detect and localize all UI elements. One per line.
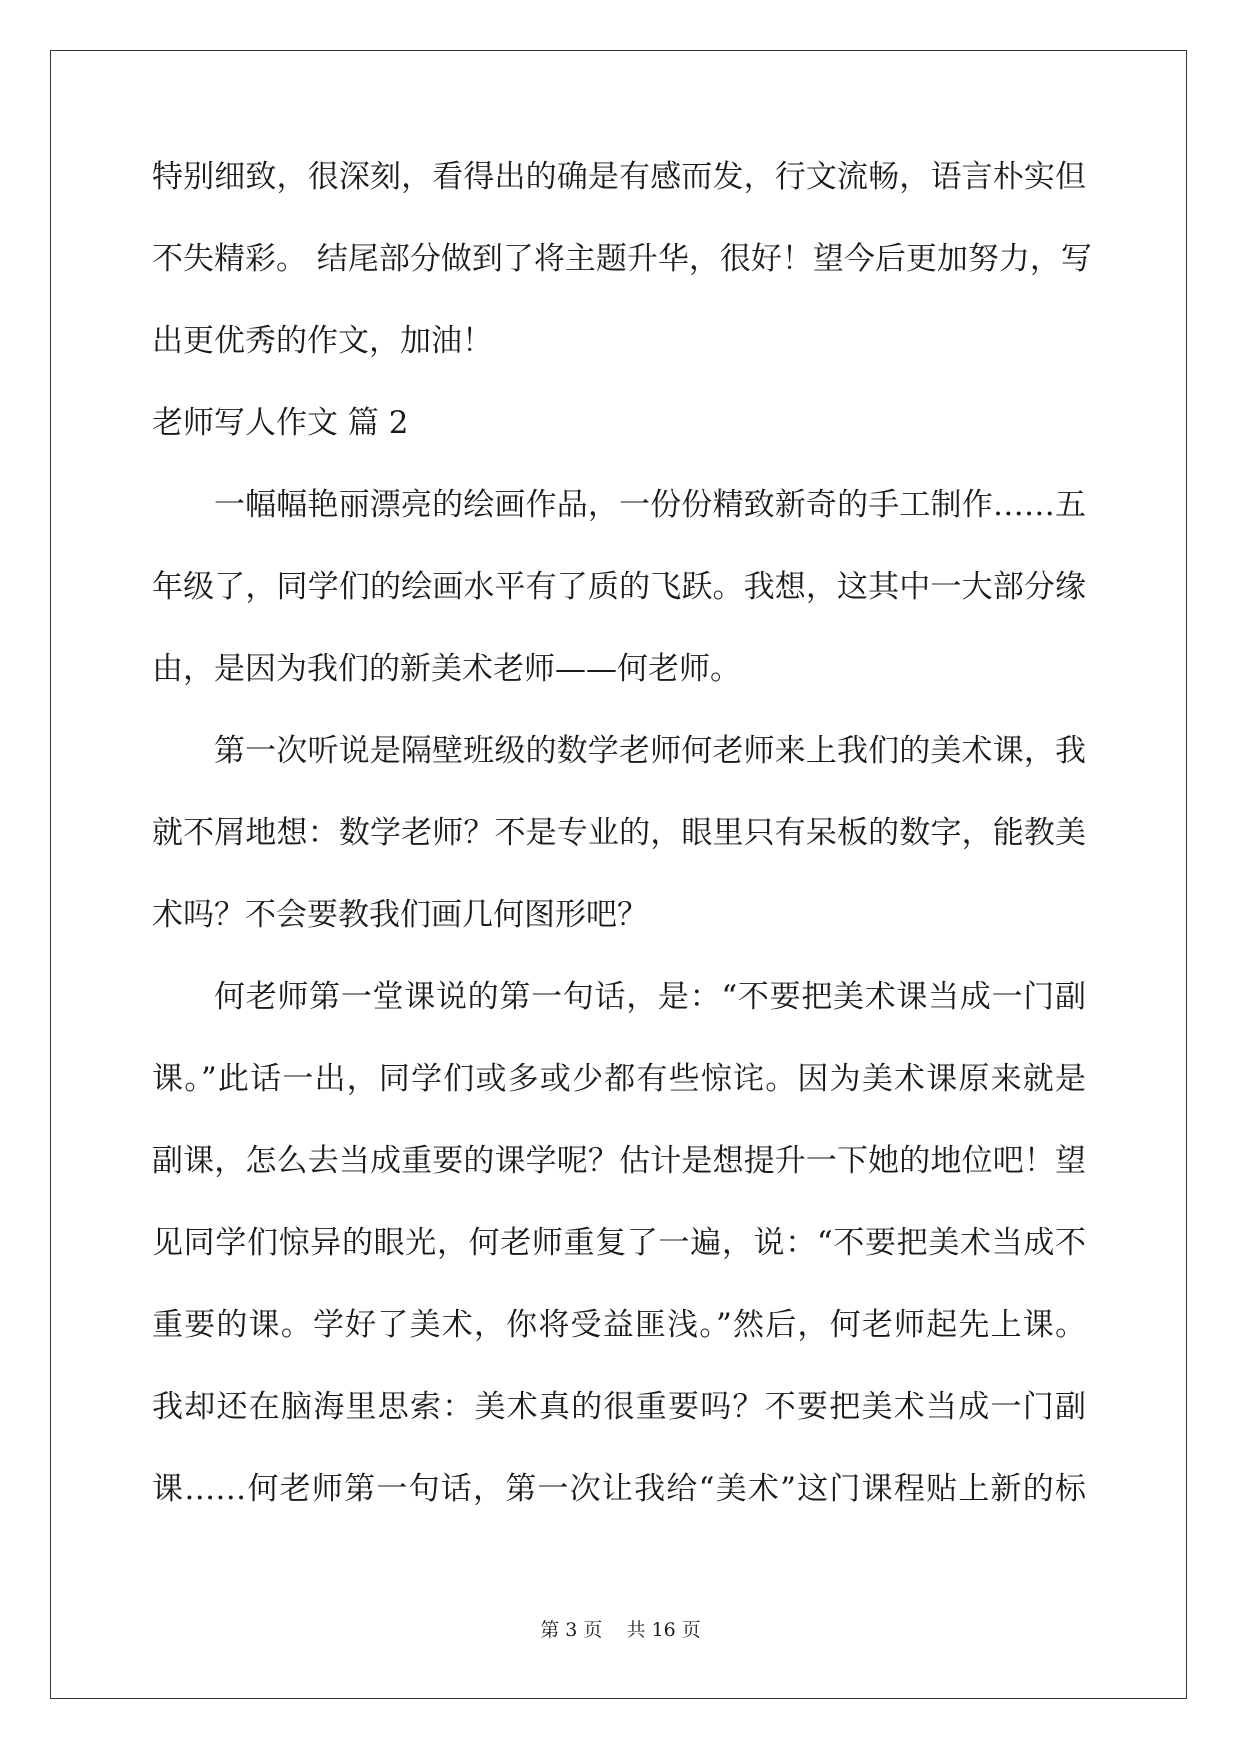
text-line: 何老师第一堂课说的第一句话，是：“不要把美术课当成一门副 — [214, 979, 1086, 1015]
page-number-footer: 第 3 页 共 16 页 — [540, 1619, 701, 1641]
document-body — [152, 159, 1092, 1556]
text-line: 副课，怎么去当成重要的课学呢？估计是想提升一下她的地位吧！望 — [152, 1143, 1086, 1179]
paragraph-1 — [152, 487, 1086, 687]
text-line: 重要的课。学好了美术，你将受益匪浅。”然后，何老师起先上课。 — [152, 1307, 1086, 1343]
paragraph-3 — [152, 979, 1086, 1507]
text-line: 我却还在脑海里思索：美术真的很重要吗？不要把美术当成一门副 — [152, 1389, 1086, 1425]
text-line: 一幅幅艳丽漂亮的绘画作品，一份份精致新奇的手工制作……五 — [214, 487, 1086, 523]
text-line: 术吗？不会要教我们画几何图形吧？ — [152, 897, 648, 933]
text-line: 见同学们惊异的眼光，何老师重复了一遍，说：“不要把美术当成不 — [152, 1225, 1086, 1261]
text-line: 由，是因为我们的新美术老师——何老师。 — [152, 651, 741, 687]
text-line: 年级了，同学们的绘画水平有了质的飞跃。我想，这其中一大部分缘 — [152, 569, 1086, 605]
text-line: 就不屑地想：数学老师？不是专业的，眼里只有呆板的数字，能教美 — [152, 815, 1086, 851]
text-line: 第一次听说是隔壁班级的数学老师何老师来上我们的美术课，我 — [214, 733, 1086, 769]
text-line: 课。”此话一出，同学们或多或少都有些惊诧。因为美术课原来就是 — [152, 1061, 1086, 1097]
text-line: 课……何老师第一句话，第一次让我给“美术”这门课程贴上新的标 — [152, 1471, 1086, 1507]
section-heading: 老师写人作文 篇 2 — [152, 405, 409, 441]
text-line: 特别细致，很深刻，看得出的确是有感而发，行文流畅，语言朴实但 — [152, 159, 1086, 195]
paragraph-intro — [152, 159, 1092, 359]
text-line: 出更优秀的作文，加油！ — [152, 323, 493, 359]
text-line: 不失精彩。 结尾部分做到了将主题升华，很好！望今后更加努力，写 — [152, 241, 1092, 277]
paragraph-2 — [152, 733, 1086, 933]
